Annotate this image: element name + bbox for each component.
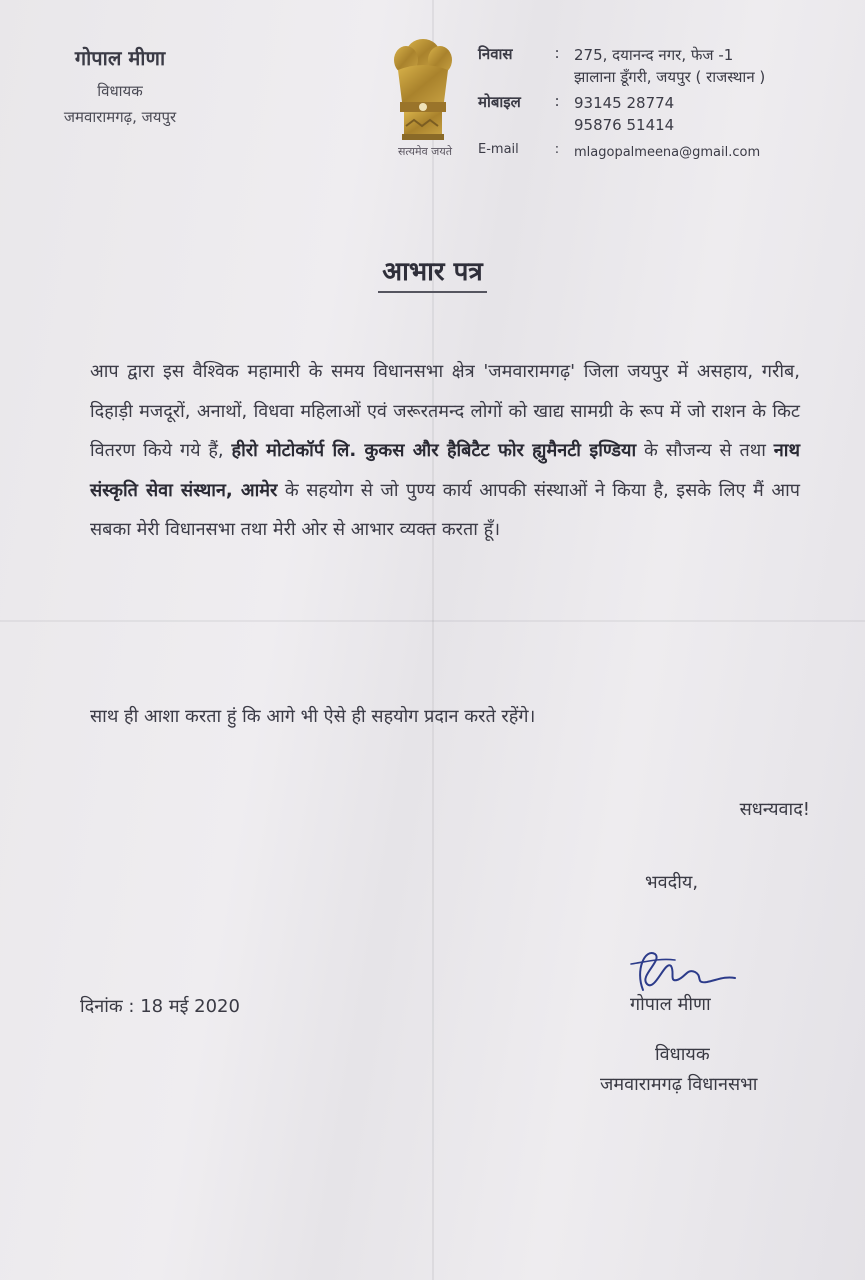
email-label: E-mail — [478, 142, 519, 157]
handwritten-signature — [625, 940, 765, 1000]
letter-date: दिनांक : 18 मई 2020 — [80, 996, 240, 1017]
signatory-name: गोपाल मीणा — [630, 994, 711, 1015]
thanks-text: सधन्यवाद! — [739, 799, 810, 820]
contact-block — [478, 44, 858, 164]
regards-text: भवदीय, — [645, 872, 699, 893]
residence-separator: : — [554, 44, 560, 62]
paper-fold-horizontal — [0, 620, 865, 622]
mobile-separator: : — [554, 92, 560, 110]
body-bold-organizations: हीरो मोटोकॉर्प लि. कुकस और हैबिटैट फोर ह्युमैनटी इण्डिया — [231, 440, 637, 461]
sender-designation: विधायक — [97, 82, 143, 100]
residence-label: निवास — [478, 45, 513, 63]
residence-line1: 275, दयानन्द नगर, फेज -1 — [574, 46, 734, 64]
body-bold-sansthan: नाथ संस्कृति सेवा संस्थान, आमेर — [90, 440, 800, 501]
residence-line2: झालाना डूँगरी, जयपुर ( राजस्थान ) — [574, 68, 766, 86]
email-address: mlagopalmeena@gmail.com — [574, 145, 761, 160]
body-text-part1: आप द्वारा इस वैश्विक महामारी के समय विधानसभा क्षेत्र 'जमवारामगढ़' जिला जयपुर में असहाय, गरीब, दिहाड़ी मजदूरों, अनाथों, विधवा महिलाओं एवं जरूरतमन्द लोगों को खाद्य सामग्री के रूप में जो राशन के किट वितरण किये गये हैं, — [90, 361, 800, 461]
signatory-office: जमवारामगढ़ विधानसभा — [600, 1074, 758, 1095]
letter-body-paragraph — [90, 352, 800, 550]
signatory-title: विधायक — [655, 1044, 710, 1065]
body-text-part3: के सहयोग से जो पुण्य कार्य आपकी संस्थाओं ने किया है, इसके लिए मैं आप सबका मेरी विधानसभा तथा मेरी ओर से आभार व्यक्त करता हूँ। — [90, 479, 800, 540]
letter-heading — [0, 252, 865, 288]
body-text-part2: के सौजन्य से तथा — [644, 440, 766, 461]
emblem-motto: सत्यमेव जयते — [397, 145, 452, 158]
email-separator: : — [554, 142, 560, 157]
letter-closing-line: साथ ही आशा करता हुं कि आगे भी ऐसे ही सहयोग प्रदान करते रहेंगे। — [90, 706, 536, 727]
letter-title: आभार पत्र — [378, 257, 486, 293]
mobile-number-1: 93145 28774 — [574, 94, 675, 112]
sender-constituency: जमवारामगढ़, जयपुर — [63, 108, 177, 126]
mobile-number-2: 95876 51414 — [574, 116, 675, 134]
paper-fold-vertical — [432, 0, 434, 1280]
sender-name: गोपाल मीणा — [74, 46, 166, 70]
mobile-label: मोबाइल — [478, 93, 521, 111]
sender-block — [20, 44, 220, 133]
ashoka-emblem-icon — [378, 30, 468, 160]
